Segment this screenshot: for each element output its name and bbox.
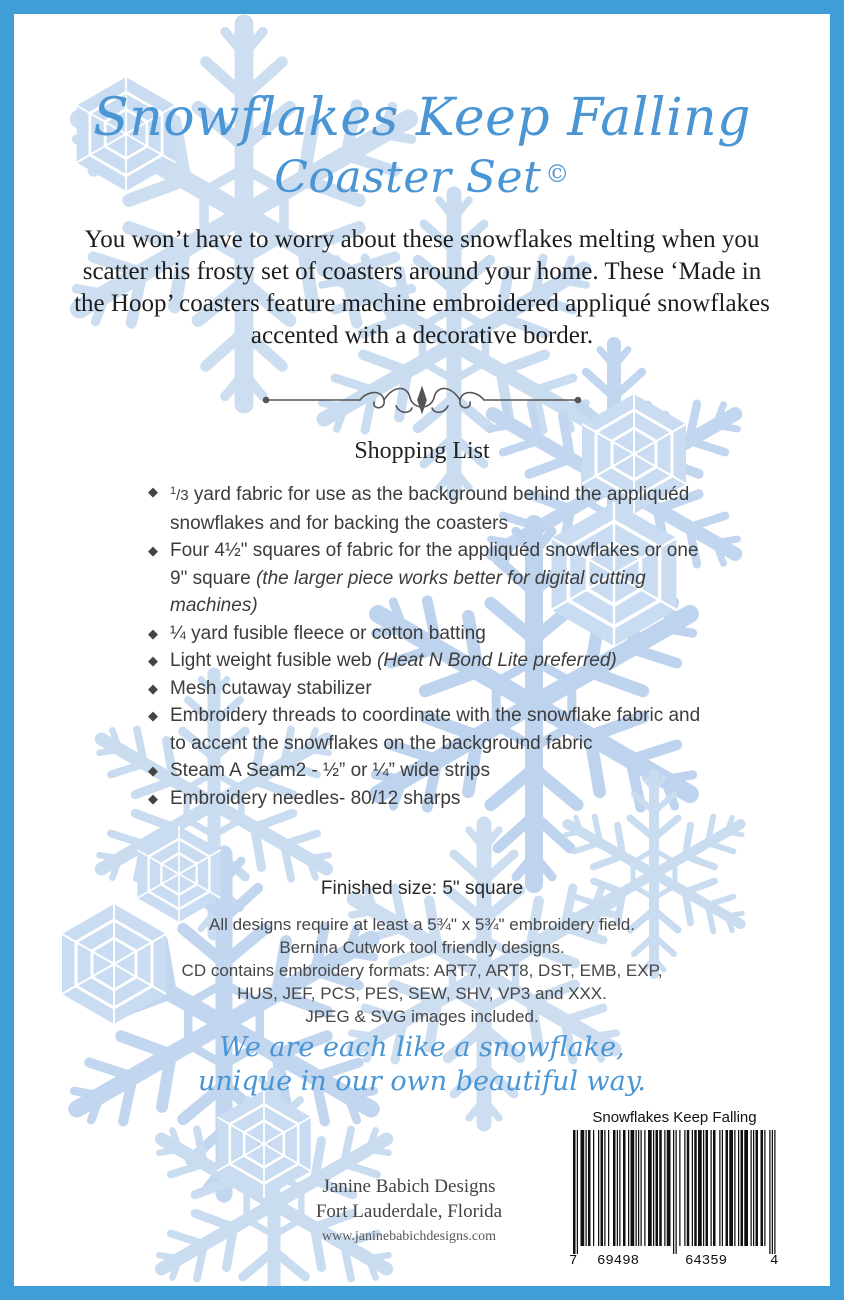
list-item-text: Four 4½" squares of fabric for the appliquéd snowflakes or one 9" square xyxy=(170,540,699,589)
barcode-bar xyxy=(641,1130,642,1246)
barcode-bar xyxy=(613,1130,616,1246)
barcode-bar xyxy=(601,1130,604,1246)
bullet-icon: ◆ xyxy=(148,708,158,723)
barcode-bar xyxy=(679,1130,680,1246)
list-item xyxy=(144,702,704,757)
barcode-bar xyxy=(692,1130,693,1246)
barcode-bar xyxy=(581,1130,585,1246)
list-item-note: (Heat N Bond Lite preferred) xyxy=(377,650,617,671)
quote-line-1: We are each like a snowflake, xyxy=(219,1032,625,1063)
list-item xyxy=(144,757,704,785)
barcode-bar xyxy=(774,1130,775,1254)
barcode-bar xyxy=(667,1130,671,1246)
barcode-bar xyxy=(761,1130,764,1246)
barcode-bar xyxy=(703,1130,704,1246)
list-item-text: Light weight fusible web xyxy=(170,650,378,671)
barcode-bar xyxy=(598,1130,599,1246)
barcode-bar xyxy=(726,1130,729,1246)
barcode-bar xyxy=(648,1130,652,1246)
barcode-bar xyxy=(628,1130,629,1246)
barcode-bar xyxy=(756,1130,759,1246)
barcode-digit-last: 4 xyxy=(770,1253,779,1269)
title-line-2 xyxy=(14,152,830,203)
barcode-bar xyxy=(638,1130,639,1246)
fraction-one-third: $^1$/3 xyxy=(170,485,189,504)
barcode-bar xyxy=(573,1130,576,1254)
barcode-bar xyxy=(676,1130,677,1254)
list-item-text: Steam A Seam2 - ½” or ¼” wide strips xyxy=(170,760,490,781)
barcode-digits-right: 64359 xyxy=(685,1253,728,1269)
barcode-bar xyxy=(711,1130,712,1246)
barcode-digit-first: 7 xyxy=(569,1253,578,1269)
barcode-bar xyxy=(619,1130,620,1246)
copyright-mark: © xyxy=(545,160,570,188)
shopping-list-heading: Shopping List xyxy=(354,438,490,464)
barcode-bar xyxy=(751,1130,752,1246)
barcode-bar xyxy=(644,1130,645,1246)
bullet-icon: ◆ xyxy=(148,680,158,696)
barcode-bar xyxy=(769,1130,770,1254)
barcode-bar xyxy=(772,1130,773,1254)
barcode-bar xyxy=(623,1130,626,1246)
bullet-icon: ◆ xyxy=(148,543,158,558)
bullet-icon: ◆ xyxy=(148,653,158,668)
barcode-bar xyxy=(741,1130,744,1246)
bullet-icon: ◆ xyxy=(148,790,158,806)
barcode-bar xyxy=(684,1130,685,1246)
barcode-bar xyxy=(593,1130,594,1246)
shopping-list xyxy=(144,478,704,812)
barcode-bar xyxy=(586,1130,587,1246)
barcode-bar xyxy=(664,1130,665,1246)
list-item-text: Mesh cutaway stabilizer xyxy=(170,677,372,699)
barcode-title: Snowflakes Keep Falling xyxy=(592,1109,757,1126)
barcode-bar xyxy=(636,1130,637,1246)
bullet-icon: ◆ xyxy=(148,484,158,499)
publisher-location: Fort Lauderdale, Florida xyxy=(315,1201,503,1222)
barcode-bar xyxy=(577,1130,578,1254)
barcode-bar xyxy=(719,1130,720,1246)
fraction-denominator: 3 xyxy=(180,487,189,504)
barcode-bar xyxy=(604,1130,605,1246)
title-line-1: Snowflakes Keep Falling xyxy=(93,88,751,148)
decorative-divider xyxy=(260,380,584,420)
barcode-bar xyxy=(656,1130,659,1246)
list-item-text: Embroidery threads to coordinate with the snowflake fabric and to accent the snowflakes on the background fabric xyxy=(170,705,701,754)
bullet-icon: ◆ xyxy=(148,625,158,641)
detail-line: HUS, JEF, PCS, PES, SEW, SHV, VP3 and XXX. xyxy=(237,984,607,1003)
barcode-bar xyxy=(673,1130,674,1254)
barcode-bar xyxy=(713,1130,716,1246)
list-item-note: (the larger piece works better for digital cutting machines) xyxy=(170,567,646,616)
barcode-bar xyxy=(617,1130,618,1246)
title-coaster-set: Coaster Set xyxy=(274,152,542,203)
barcode-bar xyxy=(687,1130,690,1246)
barcode-bar xyxy=(734,1130,735,1246)
barcode-bar xyxy=(744,1130,748,1246)
barcode-digits xyxy=(567,1253,782,1273)
barcode-bar xyxy=(729,1130,733,1246)
barcode-bar xyxy=(722,1130,723,1246)
barcode-bar xyxy=(588,1130,591,1246)
detail-line: Bernina Cutwork tool friendly designs. xyxy=(279,938,565,957)
list-item xyxy=(144,785,704,813)
bullet-icon: ◆ xyxy=(148,763,158,778)
barcode-bar xyxy=(738,1130,739,1246)
detail-line: JPEG & SVG images included. xyxy=(305,1007,539,1026)
barcode-bar xyxy=(608,1130,609,1246)
barcode-label xyxy=(567,1108,782,1286)
publisher-name: Janine Babich Designs xyxy=(322,1176,496,1197)
fraction-numerator: 1 xyxy=(170,485,177,497)
barcode-bar xyxy=(706,1130,709,1246)
detail-line: All designs require at least a 5¾" x 5¾" embroidery field. xyxy=(209,915,635,934)
barcode-digits-left: 69498 xyxy=(597,1253,640,1269)
intro-paragraph: You won’t have to worry about these snowflakes melting when you scatter this frosty set of coasters around your home. These ‘Made in the Hoop’ coasters feature machine embroidered appliqué snowflakes accented with a decorative border. xyxy=(74,226,770,349)
list-item-text: yard fabric for use as the background behind the appliquéd snowflakes and for backing the coasters xyxy=(170,484,690,534)
barcode-bar xyxy=(694,1130,697,1246)
finished-size: Finished size: 5" square xyxy=(320,878,524,899)
list-item xyxy=(144,478,704,537)
publisher-info xyxy=(269,1174,549,1249)
barcode xyxy=(567,1130,782,1254)
barcode-bar xyxy=(698,1130,702,1246)
barcode-bar xyxy=(659,1130,662,1246)
list-item xyxy=(144,537,704,620)
design-details xyxy=(64,913,780,1028)
list-item xyxy=(144,675,704,703)
list-item-text: ¼ yard fusible fleece or cotton batting xyxy=(170,622,486,644)
list-item xyxy=(144,647,704,675)
barcode-bar xyxy=(653,1130,654,1246)
list-item-text: Embroidery needles- 80/12 sharps xyxy=(170,787,461,809)
barcode-bar xyxy=(753,1130,754,1246)
quote-line-2: unique in our own beautiful way. xyxy=(197,1066,647,1097)
barcode-bar xyxy=(764,1130,765,1246)
detail-line: CD contains embroidery formats: ART7, ART8, DST, EMB, EXP, xyxy=(181,961,663,980)
publisher-website: www.janinebabichdesigns.com xyxy=(321,1229,497,1244)
list-item xyxy=(144,620,704,648)
barcode-bar xyxy=(631,1130,635,1246)
